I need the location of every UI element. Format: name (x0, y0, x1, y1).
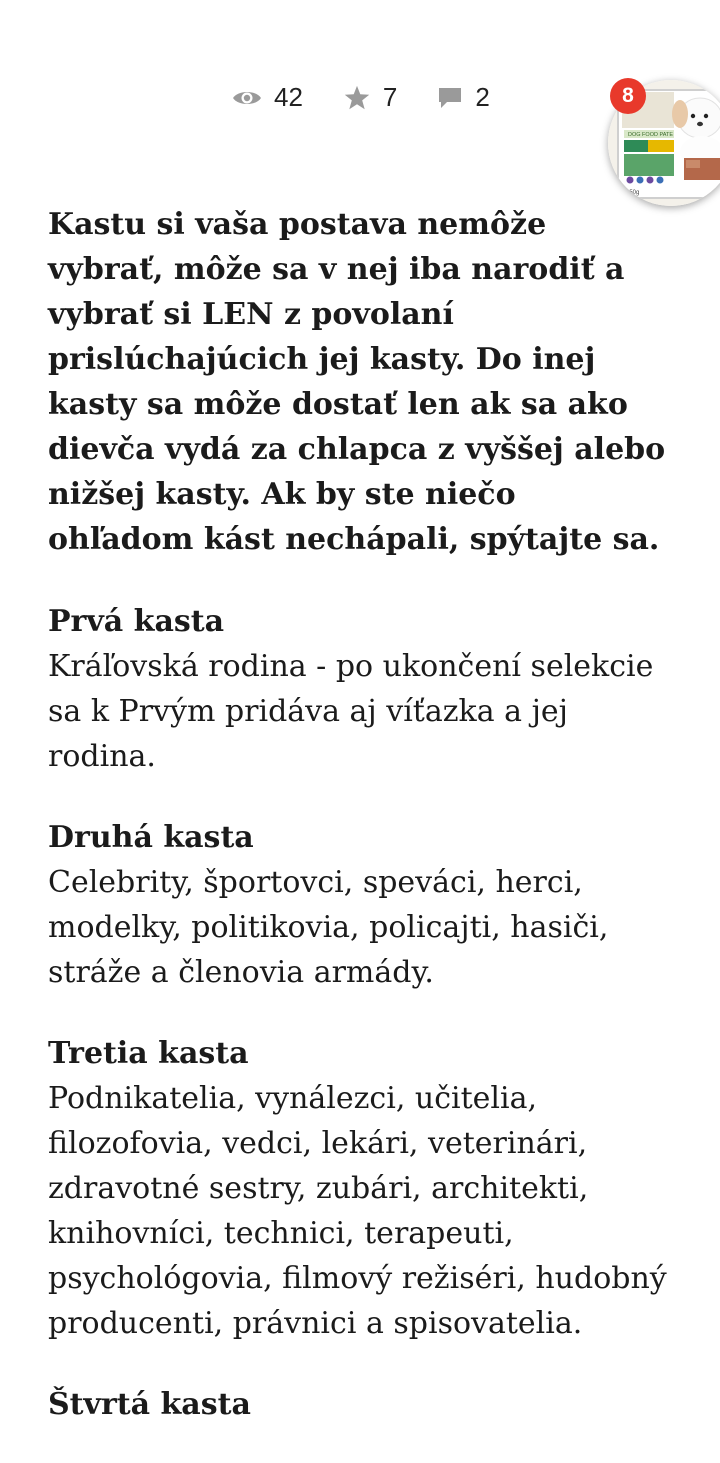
section-body: Kráľovská rodina - po ukončení selekcie sa k Prvým pridáva aj víťazka a jej rodina. (48, 649, 654, 774)
section-title: Štvrtá kasta (48, 1387, 251, 1422)
comments-stat[interactable] (437, 82, 489, 113)
section-stvrta-kasta (48, 1382, 668, 1427)
stars-count: 7 (382, 82, 398, 112)
story-stats (232, 82, 490, 113)
star-icon (343, 85, 371, 111)
section-title: Prvá kasta (48, 604, 225, 639)
section-body: Celebrity, športovci, speváci, herci, modelky, politikovia, policajti, hasiči, stráže a členovia armády. (48, 865, 609, 990)
product-label: DOG FOOD PATE (628, 132, 674, 138)
section-title: Druhá kasta (48, 820, 254, 855)
product-weight: 150g (626, 190, 640, 196)
intro-paragraph: Kastu si vaša postava nemôže vybrať, môže sa v nej iba narodiť a vybrať si LEN z povolaní prislúchajúcich jej kasty. Do inej kasty sa môže dostať len ak sa ako dievča vydá za chlapca z vyššej alebo nižšej kasty. Ak by ste niečo ohľadom kást nechápali, spýtajte sa. (48, 207, 666, 557)
section-title: Tretia kasta (48, 1036, 249, 1071)
section-tretia-kasta (48, 1031, 668, 1346)
stars-stat[interactable] (343, 82, 397, 113)
section-druha-kasta (48, 815, 668, 995)
article-body (48, 202, 668, 1463)
section-prva-kasta (48, 599, 668, 779)
views-stat (232, 82, 303, 113)
eye-icon (232, 87, 262, 109)
comment-icon (437, 86, 463, 110)
notification-badge: 8 (610, 78, 646, 114)
views-count: 42 (274, 82, 303, 112)
comments-count: 2 (475, 82, 490, 112)
section-body: Podnikatelia, vynálezci, učitelia, filozofovia, vedci, lekári, veterinári, zdravotné sestry, zubári, architekti, knihovníci, technici, terapeuti, psychológovia, filmový režiséri, hudobný producenti, právnici a spisovatelia. (48, 1081, 667, 1341)
